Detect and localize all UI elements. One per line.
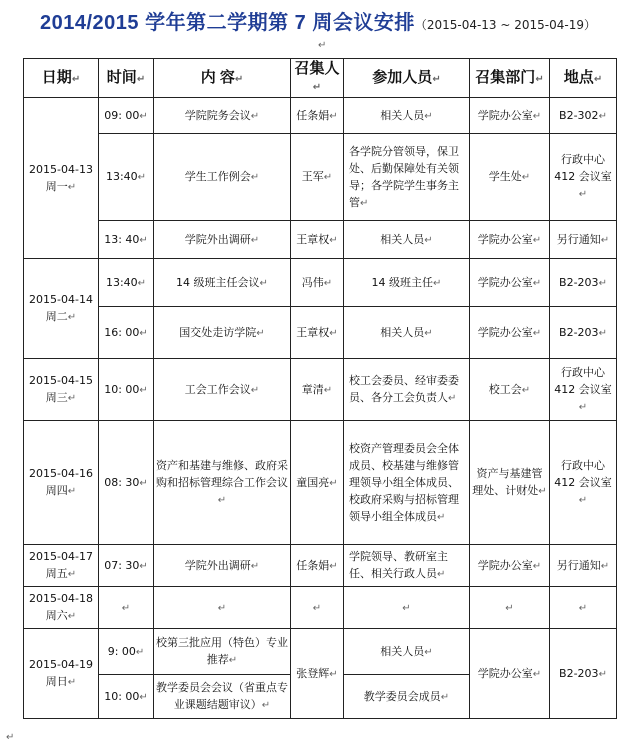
participants-cell: 14 级班主任↵ [344, 259, 470, 307]
content-cell: 学院外出调研↵ [154, 545, 291, 587]
table-row [24, 221, 617, 259]
date-cell: 2015-04-17 周五↵ [24, 545, 99, 587]
convener-cell: 任条娟↵ [291, 545, 344, 587]
convener-cell: 任条娟↵ [291, 98, 344, 134]
participants-cell: ↵ [344, 587, 470, 629]
content-cell: 工会工作会议↵ [154, 359, 291, 421]
content-cell: 14 级班主任会议↵ [154, 259, 291, 307]
participants-cell: 校资产管理委员会全体成员、校基建与维修管理领导小组全体成员、校政府采购与招标管理领导小组全体成员↵ [344, 421, 470, 545]
table-row [24, 545, 617, 587]
page-title: 2014/2015 学年第二学期第 7 周会议安排 [39, 12, 415, 34]
participants-cell: 相关人员↵ [344, 629, 470, 675]
department-cell: ↵ [470, 587, 550, 629]
time-cell: 08: 30↵ [99, 421, 154, 545]
participants-cell: 相关人员↵ [344, 221, 470, 259]
time-cell: 9: 00↵ [99, 629, 154, 675]
date-cell: 2015-04-14 周二↵ [24, 259, 99, 359]
place-cell: B2-302↵ [550, 98, 617, 134]
date-cell: 2015-04-19 周日↵ [24, 629, 99, 719]
title-line [0, 6, 636, 35]
time-cell: 10: 00↵ [99, 359, 154, 421]
place-cell: ↵ [550, 587, 617, 629]
col-header-date: 日期↵ [24, 59, 99, 98]
content-cell: 学院外出调研↵ [154, 221, 291, 259]
participants-cell: 相关人员↵ [344, 307, 470, 359]
content-cell: 教学委员会会议（省重点专业课题结题审议）↵ [154, 675, 291, 719]
department-cell: 学院办公室↵ [470, 545, 550, 587]
place-cell: 行政中心 412 会议室↵ [550, 421, 617, 545]
department-cell: 学生处↵ [470, 134, 550, 221]
place-cell: 另行通知↵ [550, 545, 617, 587]
col-header-convener: 召集人↵ [291, 59, 344, 98]
date-range: （2015-04-13 ~ 2015-04-19） [414, 18, 596, 32]
department-cell: 学院办公室↵ [470, 98, 550, 134]
convener-cell: 王章权↵ [291, 307, 344, 359]
participants-cell: 相关人员↵ [344, 98, 470, 134]
convener-cell: ↵ [291, 587, 344, 629]
date-cell: 2015-04-15 周三↵ [24, 359, 99, 421]
place-cell: B2-203↵ [550, 259, 617, 307]
paragraph-mark: ↵ [318, 40, 327, 51]
department-cell: 学院办公室↵ [470, 221, 550, 259]
place-cell: 另行通知↵ [550, 221, 617, 259]
time-cell: 13: 40↵ [99, 221, 154, 259]
table-row [24, 307, 617, 359]
convener-cell: 张登辉↵ [291, 629, 344, 719]
col-header-place: 地点↵ [550, 59, 617, 98]
department-cell: 学院办公室↵ [470, 259, 550, 307]
content-cell: 学院院务会议↵ [154, 98, 291, 134]
department-cell: 学院办公室↵ [470, 307, 550, 359]
col-header-department: 召集部门↵ [470, 59, 550, 98]
time-cell: 09: 00↵ [99, 98, 154, 134]
table-row [24, 629, 617, 675]
col-header-participants: 参加人员↵ [344, 59, 470, 98]
paragraph-mark: ↵ [6, 732, 15, 743]
table-row [24, 359, 617, 421]
table-row [24, 587, 617, 629]
table-row [24, 259, 617, 307]
participants-cell: 各学院分管领导，保卫处、后勤保障处有关领导；各学院学生事务主管↵ [344, 134, 470, 221]
participants-cell: 校工会委员、经审委委员、各分工会负责人↵ [344, 359, 470, 421]
date-cell: 2015-04-16 周四↵ [24, 421, 99, 545]
content-cell: 国交处走访学院↵ [154, 307, 291, 359]
date-cell: 2015-04-13 周一↵ [24, 98, 99, 259]
department-cell: 学院办公室↵ [470, 629, 550, 719]
participants-cell: 教学委员会成员↵ [344, 675, 470, 719]
convener-cell: 王军↵ [291, 134, 344, 221]
time-cell: 07: 30↵ [99, 545, 154, 587]
content-cell: 校第三批应用（特色）专业推荐↵ [154, 629, 291, 675]
date-cell: 2015-04-18 周六↵ [24, 587, 99, 629]
convener-cell: 章清↵ [291, 359, 344, 421]
department-cell: 资产与基建管理处、计财处↵ [470, 421, 550, 545]
content-cell: ↵ [154, 587, 291, 629]
content-cell: 学生工作例会↵ [154, 134, 291, 221]
convener-cell: 王章权↵ [291, 221, 344, 259]
participants-cell: 学院领导、教研室主任、相关行政人员↵ [344, 545, 470, 587]
time-cell: ↵ [99, 587, 154, 629]
table-row [24, 98, 617, 134]
time-cell: 13:40↵ [99, 134, 154, 221]
table-row [24, 421, 617, 545]
col-header-time: 时间↵ [99, 59, 154, 98]
content-cell: 资产和基建与维修、政府采购和招标管理综合工作会议↵ [154, 421, 291, 545]
time-cell: 16: 00↵ [99, 307, 154, 359]
department-cell: 校工会↵ [470, 359, 550, 421]
time-cell: 13:40↵ [99, 259, 154, 307]
col-header-content: 内 容↵ [154, 59, 291, 98]
convener-cell: 童国亮↵ [291, 421, 344, 545]
place-cell: 行政中心 412 会议室↵ [550, 134, 617, 221]
place-cell: B2-203↵ [550, 629, 617, 719]
place-cell: B2-203↵ [550, 307, 617, 359]
place-cell: 行政中心 412 会议室↵ [550, 359, 617, 421]
header-row [24, 59, 617, 98]
time-cell: 10: 00↵ [99, 675, 154, 719]
table-row [24, 134, 617, 221]
convener-cell: 冯伟↵ [291, 259, 344, 307]
meeting-schedule-table [23, 58, 617, 719]
